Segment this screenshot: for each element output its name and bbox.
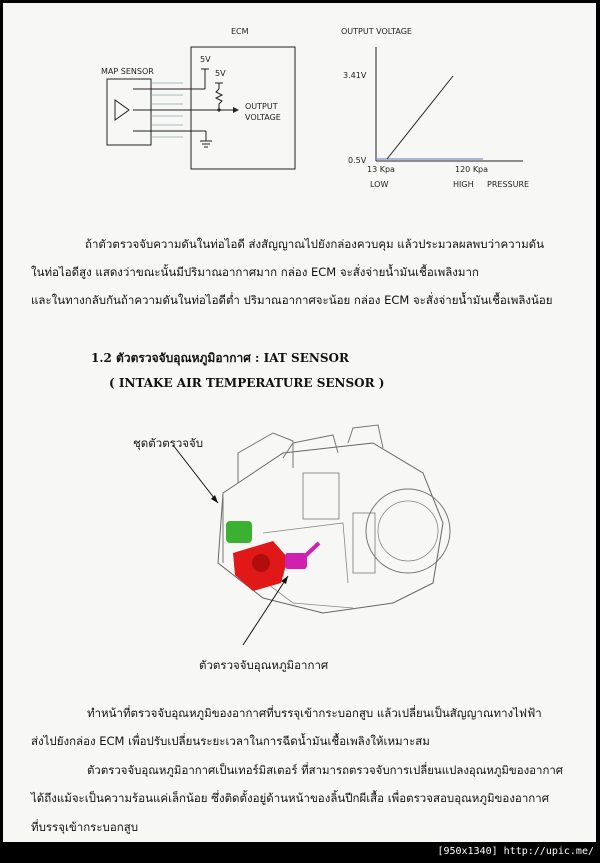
section-subheading: ( INTAKE AIR TEMPERATURE SENSOR ) <box>109 376 385 390</box>
output-arrow <box>233 107 239 113</box>
section-heading: 1.2 ตัวตรวจจับอุณหภูมิอากาศ : IAT SENSOR <box>91 351 349 365</box>
graph-y-tick-low: 0.5V <box>348 156 367 165</box>
graph-x-tick-high: 120 Kpa <box>455 165 489 174</box>
amplifier-symbol <box>115 100 129 120</box>
output-voltage-label-line1: OUTPUT <box>245 102 278 111</box>
output-voltage-graph <box>333 33 533 193</box>
graph-y-tick-high: 3.41V <box>343 71 367 80</box>
paragraph3-line1: ตัวตรวจจับอุณหภูมิอากาศเป็นเทอร์มิสเตอร์ ที่สามารถตรวจจับการเปลี่ยนแปลงอุณหภูมิของอากาศ <box>87 763 564 777</box>
green-sensor <box>226 521 252 543</box>
throttle-bore-outer <box>366 489 450 573</box>
paragraph3-line3: ที่บรรจุเข้ากระบอกสูบ <box>31 820 139 834</box>
resistor-symbol <box>216 89 222 110</box>
pointer-line-top <box>173 445 218 503</box>
scanned-page <box>3 3 596 842</box>
map-sensor-circuit-diagram <box>3 3 303 193</box>
paragraph3-line2: ได้ถึงแม้จะเป็นความร้อนแค่เล็กน้อย ซึ่งติดตั้งอยู่ด้านหน้าของลิ้นปีกผีเสื้อ เพื่อตรวจสอบอุณหภูมิของอากาศ <box>31 791 550 805</box>
map-sensor-label: MAP SENSOR <box>101 67 154 76</box>
paragraph1-line1: ถ้าตัวตรวจจับความดันในท่อไอดี ส่งสัญญาณไปยังกล่องควบคุม แล้วประมวลผลพบว่าความดัน <box>85 237 545 251</box>
paragraph2-line1: ทำหน้าที่ตรวจจับอุณหภูมิของอากาศที่บรรจุเข้ากระบอกสูบ แล้วเปลี่ยนเป็นสัญญาณทางไฟฟ้า <box>87 706 542 720</box>
graph-x-word-low: LOW <box>370 180 389 189</box>
paragraph1-line3: และในทางกลับกันถ้าความดันในท่อไอดีต่ำ ปริมาณอากาศจะน้อย กล่อง ECM จะสั่งจ่ายน้ำมันเชื้อเพลิงน้อย <box>31 293 553 307</box>
footer-watermark: [950x1340] http://upic.me/ <box>437 846 594 857</box>
figure-label-sensor-set: ชุดตัวตรวจจับ <box>133 436 204 450</box>
throttle-bore-inner <box>378 501 438 561</box>
ecm-box <box>191 47 295 169</box>
ecm-label: ECM <box>231 27 249 36</box>
output-voltage-label-line2: VOLTAGE <box>245 113 281 122</box>
paragraph2-line2: ส่งไปยังกล่อง ECM เพื่อปรับเปลี่ยนระยะเวลาในการฉีดน้ำมันเชื้อเพลิงให้เหมาะสม <box>31 734 430 748</box>
graph-title: OUTPUT VOLTAGE <box>341 27 412 36</box>
five-volt-label-a: 5V <box>200 55 211 64</box>
graph-x-tick-low: 13 Kpa <box>367 165 395 174</box>
graph-x-word-high: HIGH <box>453 180 474 189</box>
graph-series-line <box>387 76 453 159</box>
graph-x-axis-label: PRESSURE <box>487 180 530 189</box>
figure-label-iat-sensor: ตัวตรวจจับอุณหภูมิอากาศ <box>199 658 329 672</box>
paragraph1-line2: ในท่อไอดีสูง แสดงว่าขณะนั้นมีปริมาณอากาศมาก กล่อง ECM จะสั่งจ่ายน้ำมันเชื้อเพลิงมาก <box>31 265 479 279</box>
five-volt-label-b: 5V <box>215 69 226 78</box>
